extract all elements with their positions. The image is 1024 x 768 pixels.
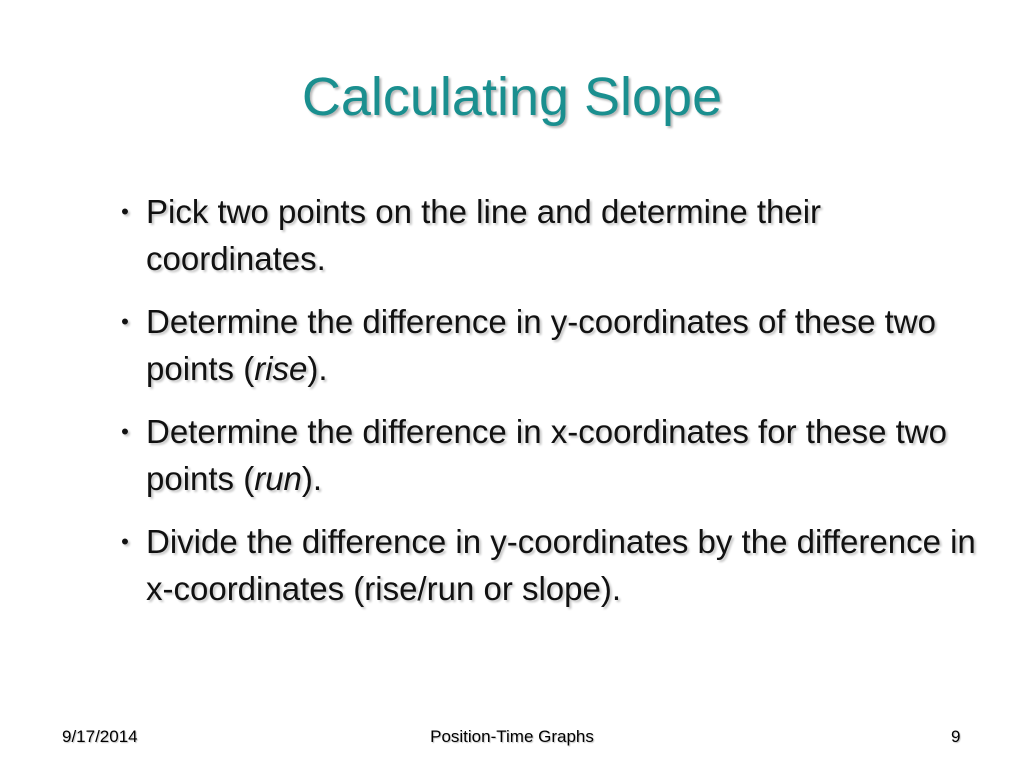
bullet-emphasis: run bbox=[254, 460, 302, 497]
bullet-emphasis: rise bbox=[254, 350, 308, 387]
bullet-text-end: ). bbox=[301, 460, 323, 497]
bullet-marker-icon: • bbox=[121, 309, 129, 334]
bullet-item bbox=[110, 408, 990, 502]
footer-page-number: 9 bbox=[951, 727, 961, 746]
bullet-text: Determine the difference in y-coordinates of these two points ( bbox=[146, 303, 936, 387]
footer-date: 9/17/2014 bbox=[62, 727, 138, 746]
bullet-marker-icon: • bbox=[121, 529, 129, 554]
bullet-item bbox=[110, 188, 990, 282]
footer-title: Position-Time Graphs bbox=[430, 727, 594, 746]
bullet-item bbox=[110, 518, 990, 612]
slide-title: Calculating Slope bbox=[301, 67, 723, 127]
bullet-marker-icon: • bbox=[121, 199, 129, 224]
bullet-text: Pick two points on the line and determine their coordinates. bbox=[146, 193, 822, 277]
bullet-marker-icon: • bbox=[121, 419, 129, 444]
bullet-list bbox=[110, 188, 990, 628]
bullet-text-end: ). bbox=[307, 350, 328, 387]
bullet-item bbox=[110, 298, 990, 392]
bullet-text: Divide the difference in y-coordinates by the difference in x-coordinates (rise/run or slope). bbox=[146, 523, 976, 607]
bullet-text: Determine the difference in x-coordinates for these two points ( bbox=[146, 413, 947, 497]
